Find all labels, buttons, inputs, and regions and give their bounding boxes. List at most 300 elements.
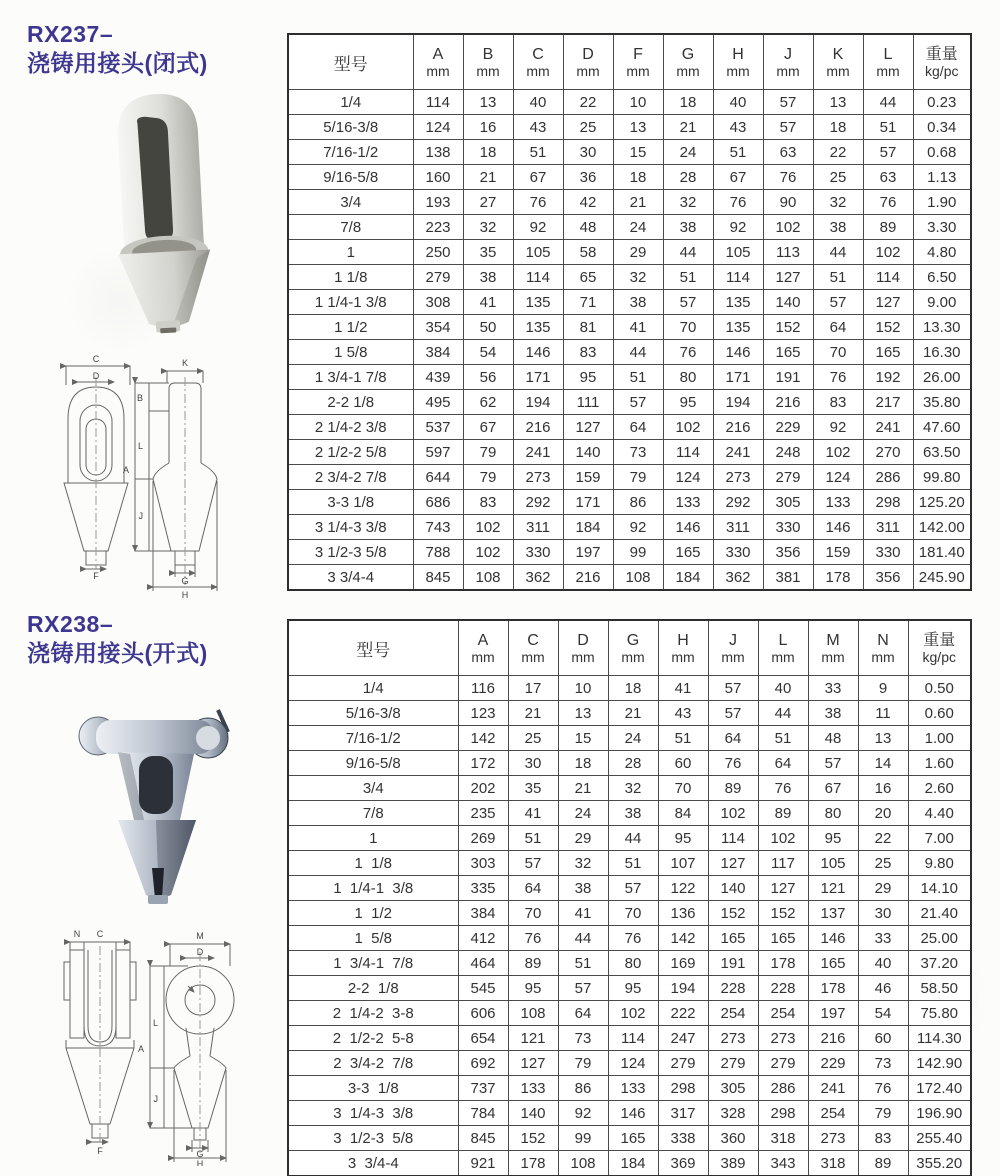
dim-cell-N: 89 <box>858 1151 908 1176</box>
column-header-A <box>413 34 463 90</box>
dim-cell-H: 107 <box>658 851 708 876</box>
model-cell: 3/4 <box>288 190 413 215</box>
dim-cell-F: 38 <box>613 290 663 315</box>
dim-cell-K: 133 <box>813 490 863 515</box>
dim-cell-G: 80 <box>663 365 713 390</box>
dim-cell-H: 135 <box>713 315 763 340</box>
model-cell: 7/8 <box>288 215 413 240</box>
dim-cell-J: 165 <box>708 926 758 951</box>
model-cell: 1 1/4-1 3/8 <box>288 876 458 901</box>
weight-cell: 0.34 <box>913 115 971 140</box>
dim-cell-L: 102 <box>863 240 913 265</box>
table-row <box>288 390 971 415</box>
dim-cell-J: 165 <box>763 340 813 365</box>
dim-cell-A: 308 <box>413 290 463 315</box>
dim-cell-J: 152 <box>763 315 813 340</box>
dim-cell-D: 65 <box>563 265 613 290</box>
table-row <box>288 140 971 165</box>
dim-cell-H: 43 <box>658 701 708 726</box>
dim-cell-G: 57 <box>608 876 658 901</box>
header-letter: G <box>681 45 695 63</box>
dim-cell-A: 138 <box>413 140 463 165</box>
dim-cell-J: 152 <box>708 901 758 926</box>
dim-cell-A: 269 <box>458 826 508 851</box>
header-unit: mm <box>626 62 650 79</box>
model-cell: 1 1/8 <box>288 851 458 876</box>
dim-cell-A: 654 <box>458 1026 508 1051</box>
table-row <box>288 1051 971 1076</box>
dim-cell-A: 250 <box>413 240 463 265</box>
dim-cell-K: 83 <box>813 390 863 415</box>
dim-cell-G: 24 <box>663 140 713 165</box>
dim-cell-H: 60 <box>658 751 708 776</box>
dim-label-K: K <box>181 358 189 368</box>
dim-cell-G: 44 <box>663 240 713 265</box>
dim-cell-N: 40 <box>858 951 908 976</box>
dim-cell-C: 70 <box>508 901 558 926</box>
dim-cell-F: 73 <box>613 440 663 465</box>
dim-cell-G: 18 <box>608 676 658 701</box>
model-cell: 2 1/2-2 5-8 <box>288 1026 458 1051</box>
dim-cell-B: 21 <box>463 165 513 190</box>
dim-label-A: A <box>122 465 129 475</box>
dim-cell-L: 330 <box>863 540 913 565</box>
weight-cell: 9.80 <box>908 851 971 876</box>
dim-cell-L: 279 <box>758 1051 808 1076</box>
dim-cell-D: 41 <box>558 901 608 926</box>
dim-cell-L: 44 <box>863 90 913 115</box>
dim-cell-H: 241 <box>713 440 763 465</box>
dim-cell-K: 70 <box>813 340 863 365</box>
dim-cell-K: 178 <box>813 565 863 591</box>
column-header-L <box>758 620 808 676</box>
model-cell: 7/8 <box>288 801 458 826</box>
dim-cell-H: 369 <box>658 1151 708 1176</box>
dim-cell-N: 25 <box>858 851 908 876</box>
dim-cell-A: 737 <box>458 1076 508 1101</box>
dim-cell-D: 10 <box>558 676 608 701</box>
dim-cell-L: 273 <box>758 1026 808 1051</box>
dim-label-G: G <box>181 576 189 586</box>
dim-cell-F: 92 <box>613 515 663 540</box>
header-letter: H <box>732 45 744 63</box>
dim-cell-J: 90 <box>763 190 813 215</box>
dim-cell-J: 76 <box>708 751 758 776</box>
header-unit: mm <box>471 648 495 665</box>
dim-cell-B: 102 <box>463 515 513 540</box>
dim-cell-J: 229 <box>763 415 813 440</box>
dim-cell-C: 57 <box>508 851 558 876</box>
column-header-C <box>513 34 563 90</box>
dim-cell-A: 114 <box>413 90 463 115</box>
header-unit: mm <box>676 62 700 79</box>
table-row <box>288 115 971 140</box>
dim-cell-D: 42 <box>563 190 613 215</box>
dim-cell-L: 286 <box>758 1076 808 1101</box>
dim-cell-L: 114 <box>863 265 913 290</box>
dim-cell-K: 18 <box>813 115 863 140</box>
spec-table-rx238 <box>287 619 972 1176</box>
model-cell: 2 3/4-2 7/8 <box>288 1051 458 1076</box>
header-letter: F <box>633 45 643 63</box>
dim-cell-M: 33 <box>808 676 858 701</box>
dim-cell-B: 79 <box>463 465 513 490</box>
dim-label-G: G <box>196 1149 204 1159</box>
section-title-rx238 <box>27 610 208 668</box>
dim-cell-F: 15 <box>613 140 663 165</box>
dim-cell-B: 27 <box>463 190 513 215</box>
dim-cell-L: 165 <box>758 926 808 951</box>
weight-cell: 196.90 <box>908 1101 971 1126</box>
table-row <box>288 190 971 215</box>
dim-cell-G: 57 <box>663 290 713 315</box>
dim-cell-C: 95 <box>508 976 558 1001</box>
column-header-weight <box>913 34 971 90</box>
weight-cell: 7.00 <box>908 826 971 851</box>
dim-cell-M: 241 <box>808 1076 858 1101</box>
column-header-model: 型号 <box>288 620 458 676</box>
dim-cell-H: 338 <box>658 1126 708 1151</box>
header-letter: B <box>482 45 494 63</box>
dim-cell-A: 537 <box>413 415 463 440</box>
table-row <box>288 465 971 490</box>
dim-label-N: N <box>73 929 81 939</box>
dim-cell-M: 105 <box>808 851 858 876</box>
dim-cell-H: 92 <box>713 215 763 240</box>
dim-cell-H: 298 <box>658 1076 708 1101</box>
dim-cell-J: 57 <box>763 115 813 140</box>
dim-cell-C: 21 <box>508 701 558 726</box>
dim-cell-D: 127 <box>563 415 613 440</box>
dim-cell-C: 178 <box>508 1151 558 1176</box>
dim-cell-D: 171 <box>563 490 613 515</box>
dim-cell-L: 127 <box>758 876 808 901</box>
dim-cell-F: 108 <box>613 565 663 591</box>
header-unit: mm <box>776 62 800 79</box>
dim-cell-J: 279 <box>763 465 813 490</box>
column-header-N <box>858 620 908 676</box>
table-row <box>288 1001 971 1026</box>
model-cell: 5/16-3/8 <box>288 701 458 726</box>
dim-cell-G: 21 <box>663 115 713 140</box>
weight-cell: 0.68 <box>913 140 971 165</box>
header-letter: C <box>532 45 544 63</box>
header-unit: mm <box>721 648 745 665</box>
dim-cell-L: 51 <box>863 115 913 140</box>
column-header-F <box>613 34 663 90</box>
dim-cell-C: 133 <box>508 1076 558 1101</box>
dim-cell-D: 36 <box>563 165 613 190</box>
header-unit: mm <box>521 648 545 665</box>
dim-cell-H: 169 <box>658 951 708 976</box>
weight-cell: 75.80 <box>908 1001 971 1026</box>
dim-cell-A: 845 <box>458 1126 508 1151</box>
dim-cell-J: 381 <box>763 565 813 591</box>
dim-cell-N: 60 <box>858 1026 908 1051</box>
dim-cell-A: 303 <box>458 851 508 876</box>
dim-label-M: M <box>196 931 204 941</box>
dim-cell-H: 292 <box>713 490 763 515</box>
dim-cell-J: 360 <box>708 1126 758 1151</box>
dim-cell-N: 73 <box>858 1051 908 1076</box>
dim-cell-K: 146 <box>813 515 863 540</box>
dim-cell-M: 146 <box>808 926 858 951</box>
model-cell: 7/16-1/2 <box>288 140 413 165</box>
table-row <box>288 265 971 290</box>
header-letter: N <box>877 631 889 649</box>
table-row <box>288 926 971 951</box>
header-letter: L <box>778 631 788 649</box>
dim-cell-C: 41 <box>508 801 558 826</box>
dim-cell-G: 133 <box>663 490 713 515</box>
dim-cell-L: 44 <box>758 701 808 726</box>
table-row <box>288 90 971 115</box>
dim-cell-K: 13 <box>813 90 863 115</box>
model-cell: 1 1/2 <box>288 901 458 926</box>
dim-cell-N: 30 <box>858 901 908 926</box>
dim-cell-D: 44 <box>558 926 608 951</box>
model-cell: 3-3 1/8 <box>288 1076 458 1101</box>
table-row <box>288 240 971 265</box>
dim-cell-M: 57 <box>808 751 858 776</box>
column-header-H <box>713 34 763 90</box>
dim-cell-L: 318 <box>758 1126 808 1151</box>
header-letter: J <box>784 45 792 63</box>
dim-cell-B: 13 <box>463 90 513 115</box>
dim-cell-F: 21 <box>613 190 663 215</box>
dim-cell-L: 127 <box>863 290 913 315</box>
dim-cell-J: 63 <box>763 140 813 165</box>
dim-cell-B: 67 <box>463 415 513 440</box>
header-unit: mm <box>571 648 595 665</box>
dim-cell-C: 171 <box>513 365 563 390</box>
column-header-D <box>558 620 608 676</box>
dim-cell-C: 311 <box>513 515 563 540</box>
table-row <box>288 1126 971 1151</box>
model-cell: 5/16-3/8 <box>288 115 413 140</box>
model-cell: 1/4 <box>288 676 458 701</box>
dim-cell-H: 194 <box>658 976 708 1001</box>
model-cell: 1 3/4-1 7/8 <box>288 365 413 390</box>
dim-cell-D: 79 <box>558 1051 608 1076</box>
dim-label-H: H <box>196 1159 204 1166</box>
dim-cell-M: 165 <box>808 951 858 976</box>
weight-cell: 114.30 <box>908 1026 971 1051</box>
dim-cell-D: 184 <box>563 515 613 540</box>
header-unit: mm <box>576 62 600 79</box>
dim-cell-N: 11 <box>858 701 908 726</box>
model-cell: 1 5/8 <box>288 926 458 951</box>
header-unit: mm <box>476 62 500 79</box>
dim-cell-F: 29 <box>613 240 663 265</box>
dim-cell-L: 192 <box>863 365 913 390</box>
dim-cell-A: 597 <box>413 440 463 465</box>
dim-cell-H: 43 <box>713 115 763 140</box>
dim-cell-H: 311 <box>713 515 763 540</box>
dim-cell-F: 44 <box>613 340 663 365</box>
table-row <box>288 851 971 876</box>
weight-cell: 16.30 <box>913 340 971 365</box>
model-cell: 7/16-1/2 <box>288 726 458 751</box>
dim-cell-B: 102 <box>463 540 513 565</box>
header-letter: 重量 <box>925 45 958 63</box>
dim-cell-C: 67 <box>513 165 563 190</box>
dim-cell-B: 50 <box>463 315 513 340</box>
column-header-A <box>458 620 508 676</box>
dim-cell-J: 140 <box>763 290 813 315</box>
dim-cell-J: 57 <box>763 90 813 115</box>
dim-cell-C: 362 <box>513 565 563 591</box>
dim-cell-J: 127 <box>763 265 813 290</box>
table-row <box>288 701 971 726</box>
dim-cell-G: 18 <box>663 90 713 115</box>
dim-cell-L: 217 <box>863 390 913 415</box>
table-row <box>288 315 971 340</box>
dim-cell-C: 76 <box>513 190 563 215</box>
dim-cell-A: 743 <box>413 515 463 540</box>
dim-cell-N: 20 <box>858 801 908 826</box>
dim-cell-K: 22 <box>813 140 863 165</box>
dim-cell-H: 222 <box>658 1001 708 1026</box>
dim-cell-H: 247 <box>658 1026 708 1051</box>
dim-cell-A: 606 <box>458 1001 508 1026</box>
dim-cell-C: 273 <box>513 465 563 490</box>
dim-cell-A: 545 <box>458 976 508 1001</box>
dim-cell-H: 40 <box>713 90 763 115</box>
dim-cell-G: 102 <box>608 1001 658 1026</box>
dim-cell-M: 48 <box>808 726 858 751</box>
dim-cell-K: 76 <box>813 365 863 390</box>
dim-cell-J: 216 <box>763 390 813 415</box>
dim-label-C: C <box>92 354 100 364</box>
model-cell: 3 1/4-3 3/8 <box>288 515 413 540</box>
dim-cell-C: 152 <box>508 1126 558 1151</box>
dim-cell-C: 92 <box>513 215 563 240</box>
dim-cell-C: 51 <box>508 826 558 851</box>
dim-cell-J: 114 <box>708 826 758 851</box>
dim-cell-B: 108 <box>463 565 513 591</box>
dim-cell-G: 184 <box>663 565 713 591</box>
dim-cell-D: 197 <box>563 540 613 565</box>
dim-cell-C: 292 <box>513 490 563 515</box>
table-row <box>288 215 971 240</box>
header-letter: M <box>826 631 840 649</box>
dim-cell-D: 58 <box>563 240 613 265</box>
dim-cell-H: 330 <box>713 540 763 565</box>
table-row <box>288 290 971 315</box>
dim-cell-D: 22 <box>563 90 613 115</box>
model-cell: 9/16-5/8 <box>288 751 458 776</box>
weight-cell: 0.50 <box>908 676 971 701</box>
column-header-L <box>863 34 913 90</box>
dim-cell-G: 70 <box>663 315 713 340</box>
table-row <box>288 751 971 776</box>
dim-label-J: J <box>153 1094 158 1104</box>
column-header-B <box>463 34 513 90</box>
table-row <box>288 365 971 390</box>
dim-cell-F: 79 <box>613 465 663 490</box>
dim-label-H: H <box>181 590 189 599</box>
dim-cell-A: 335 <box>458 876 508 901</box>
dim-cell-C: 135 <box>513 290 563 315</box>
dim-cell-D: 13 <box>558 701 608 726</box>
dim-cell-J: 76 <box>763 165 813 190</box>
dim-cell-C: 30 <box>508 751 558 776</box>
dim-cell-J: 254 <box>708 1001 758 1026</box>
dim-cell-L: 298 <box>863 490 913 515</box>
dim-cell-G: 124 <box>608 1051 658 1076</box>
dim-cell-L: 89 <box>863 215 913 240</box>
dim-cell-B: 18 <box>463 140 513 165</box>
model-cell: 3 1/4-3 3/8 <box>288 1101 458 1126</box>
dimension-diagram-open-socket <box>28 928 263 1166</box>
dim-cell-B: 38 <box>463 265 513 290</box>
weight-cell: 13.30 <box>913 315 971 340</box>
dim-cell-C: 76 <box>508 926 558 951</box>
dim-cell-F: 57 <box>613 390 663 415</box>
section-title-rx237 <box>27 20 208 78</box>
model-cell: 2 3/4-2 7/8 <box>288 465 413 490</box>
dim-cell-F: 99 <box>613 540 663 565</box>
dim-cell-L: 89 <box>758 801 808 826</box>
dim-cell-D: 38 <box>558 876 608 901</box>
header-unit: mm <box>826 62 850 79</box>
dim-cell-G: 95 <box>608 976 658 1001</box>
dim-cell-M: 67 <box>808 776 858 801</box>
weight-cell: 2.60 <box>908 776 971 801</box>
table-row <box>288 876 971 901</box>
table-row <box>288 440 971 465</box>
dim-cell-C: 51 <box>513 140 563 165</box>
dim-cell-K: 44 <box>813 240 863 265</box>
header-letter: H <box>677 631 689 649</box>
dim-cell-A: 845 <box>413 565 463 591</box>
dim-cell-J: 191 <box>763 365 813 390</box>
weight-cell: 58.50 <box>908 976 971 1001</box>
column-header-H <box>658 620 708 676</box>
dim-cell-A: 384 <box>413 340 463 365</box>
header-unit: kg/pc <box>925 62 959 79</box>
header-letter: K <box>832 45 844 63</box>
header-row <box>288 620 971 676</box>
dim-cell-K: 38 <box>813 215 863 240</box>
dim-cell-J: 102 <box>763 215 813 240</box>
dim-cell-M: 229 <box>808 1051 858 1076</box>
dim-cell-G: 28 <box>663 165 713 190</box>
dim-cell-F: 86 <box>613 490 663 515</box>
dim-cell-C: 108 <box>508 1001 558 1026</box>
dim-cell-L: 40 <box>758 676 808 701</box>
dim-cell-B: 41 <box>463 290 513 315</box>
dim-cell-G: 76 <box>608 926 658 951</box>
dim-cell-A: 160 <box>413 165 463 190</box>
dim-cell-G: 133 <box>608 1076 658 1101</box>
header-letter: J <box>729 631 737 649</box>
dim-cell-G: 114 <box>663 440 713 465</box>
dim-cell-J: 356 <box>763 540 813 565</box>
header-unit: mm <box>726 62 750 79</box>
dim-cell-A: 788 <box>413 540 463 565</box>
header-unit: mm <box>821 648 845 665</box>
dim-cell-A: 116 <box>458 676 508 701</box>
dim-cell-A: 279 <box>413 265 463 290</box>
dim-cell-C: 25 <box>508 726 558 751</box>
dim-cell-A: 235 <box>458 801 508 826</box>
dim-cell-G: 21 <box>608 701 658 726</box>
dim-cell-J: 328 <box>708 1101 758 1126</box>
dim-cell-L: 356 <box>863 565 913 591</box>
dim-cell-F: 13 <box>613 115 663 140</box>
